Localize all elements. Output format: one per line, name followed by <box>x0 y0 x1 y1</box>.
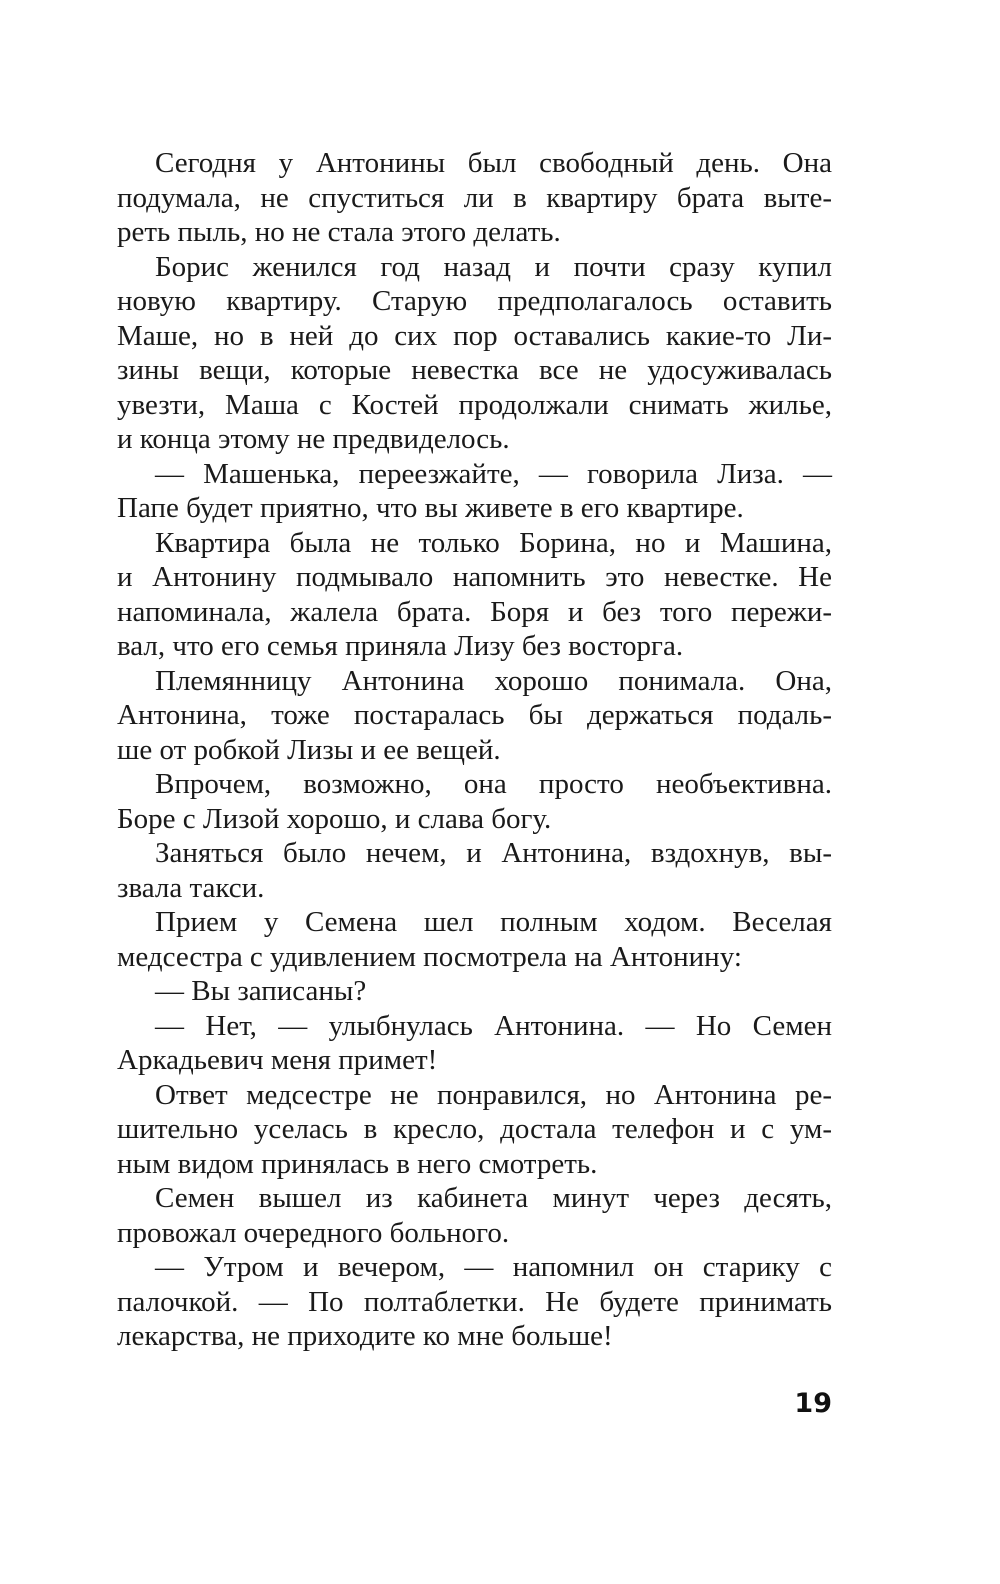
text-line: Антонина, тоже постаралась бы держаться подаль- <box>117 699 832 731</box>
text-line: новую квартиру. Старую предполагалось оставить <box>117 285 832 317</box>
body-text <box>117 146 832 1354</box>
paragraph <box>117 1009 832 1078</box>
text-line: Папе будет приятно, что вы живете в его квартире. <box>117 492 744 524</box>
text-line: — Машенька, переезжайте, — говорила Лиза. — <box>155 457 832 490</box>
text-line: Прием у Семена шел полным ходом. Веселая <box>155 906 832 938</box>
text-line: шительно уселась в кресло, достала телефон и с ум- <box>117 1113 832 1145</box>
text-line: увезти, Маша с Костей продолжали снимать жилье, <box>117 388 832 421</box>
text-line: палочкой. — По полтаблетки. Не будете принимать <box>117 1285 832 1318</box>
text-line: Впрочем, возможно, она просто необъективна. <box>155 768 832 800</box>
text-line: и Антонину подмывало напомнить это невестке. Не <box>117 561 832 593</box>
text-line: ше от робкой Лизы и ее вещей. <box>117 733 501 766</box>
text-line: вал, что его семья приняла Лизу без восторга. <box>117 630 684 662</box>
paragraph <box>117 767 832 836</box>
paragraph <box>117 974 832 1009</box>
text-line: Боре с Лизой хорошо, и слава богу. <box>117 802 552 835</box>
text-line: Семен вышел из кабинета минут через десять, <box>155 1182 832 1214</box>
text-line: напоминала, жалела брата. Боря и без того пережи- <box>117 595 832 628</box>
text-line: подумала, не спуститься ли в квартиру брата выте- <box>117 181 832 214</box>
text-line: Квартира была не только Борина, но и Машина, <box>155 526 832 559</box>
text-line: медсестра с удивлением посмотрела на Антонину: <box>117 940 742 973</box>
paragraph <box>117 526 832 664</box>
paragraph <box>117 905 832 974</box>
paragraph <box>117 457 832 526</box>
text-line: Заняться было нечем, и Антонина, вздохнув, вы- <box>155 837 832 869</box>
text-line: лекарства, не приходите ко мне больше! <box>117 1320 613 1352</box>
text-line: Сегодня у Антонины был свободный день. Она <box>155 147 832 179</box>
text-line: — Утром и вечером, — напомнил он старику с <box>155 1251 832 1283</box>
text-line: Племянницу Антонина хорошо понимала. Она, <box>155 664 832 697</box>
text-line: — Нет, — улыбнулась Антонина. — Но Семен <box>155 1009 832 1042</box>
text-line: провожал очередного больного. <box>117 1216 510 1249</box>
text-line: Ответ медсестре не понравился, но Антонина ре- <box>155 1078 832 1111</box>
page-number: 19 <box>794 1388 832 1419</box>
paragraph <box>117 836 832 905</box>
text-line: зины вещи, которые невестка все не удосуживалась <box>117 354 832 386</box>
text-line: Аркадьевич меня примет! <box>117 1044 438 1076</box>
paragraph <box>117 1250 832 1354</box>
text-line: Маше, но в ней до сих пор оставались какие-то Ли- <box>117 319 832 352</box>
paragraph <box>117 1078 832 1182</box>
paragraph <box>117 1181 832 1250</box>
text-line: Борис женился год назад и почти сразу купил <box>155 250 832 283</box>
text-line: и конца этому не предвиделось. <box>117 423 510 455</box>
paragraph <box>117 146 832 250</box>
text-line: ным видом принялась в него смотреть. <box>117 1147 598 1180</box>
paragraph <box>117 250 832 457</box>
text-line: — Вы записаны? <box>155 975 367 1007</box>
text-line: реть пыль, но не стала этого делать. <box>117 216 561 248</box>
paragraph <box>117 664 832 768</box>
text-line: звала такси. <box>117 871 265 904</box>
